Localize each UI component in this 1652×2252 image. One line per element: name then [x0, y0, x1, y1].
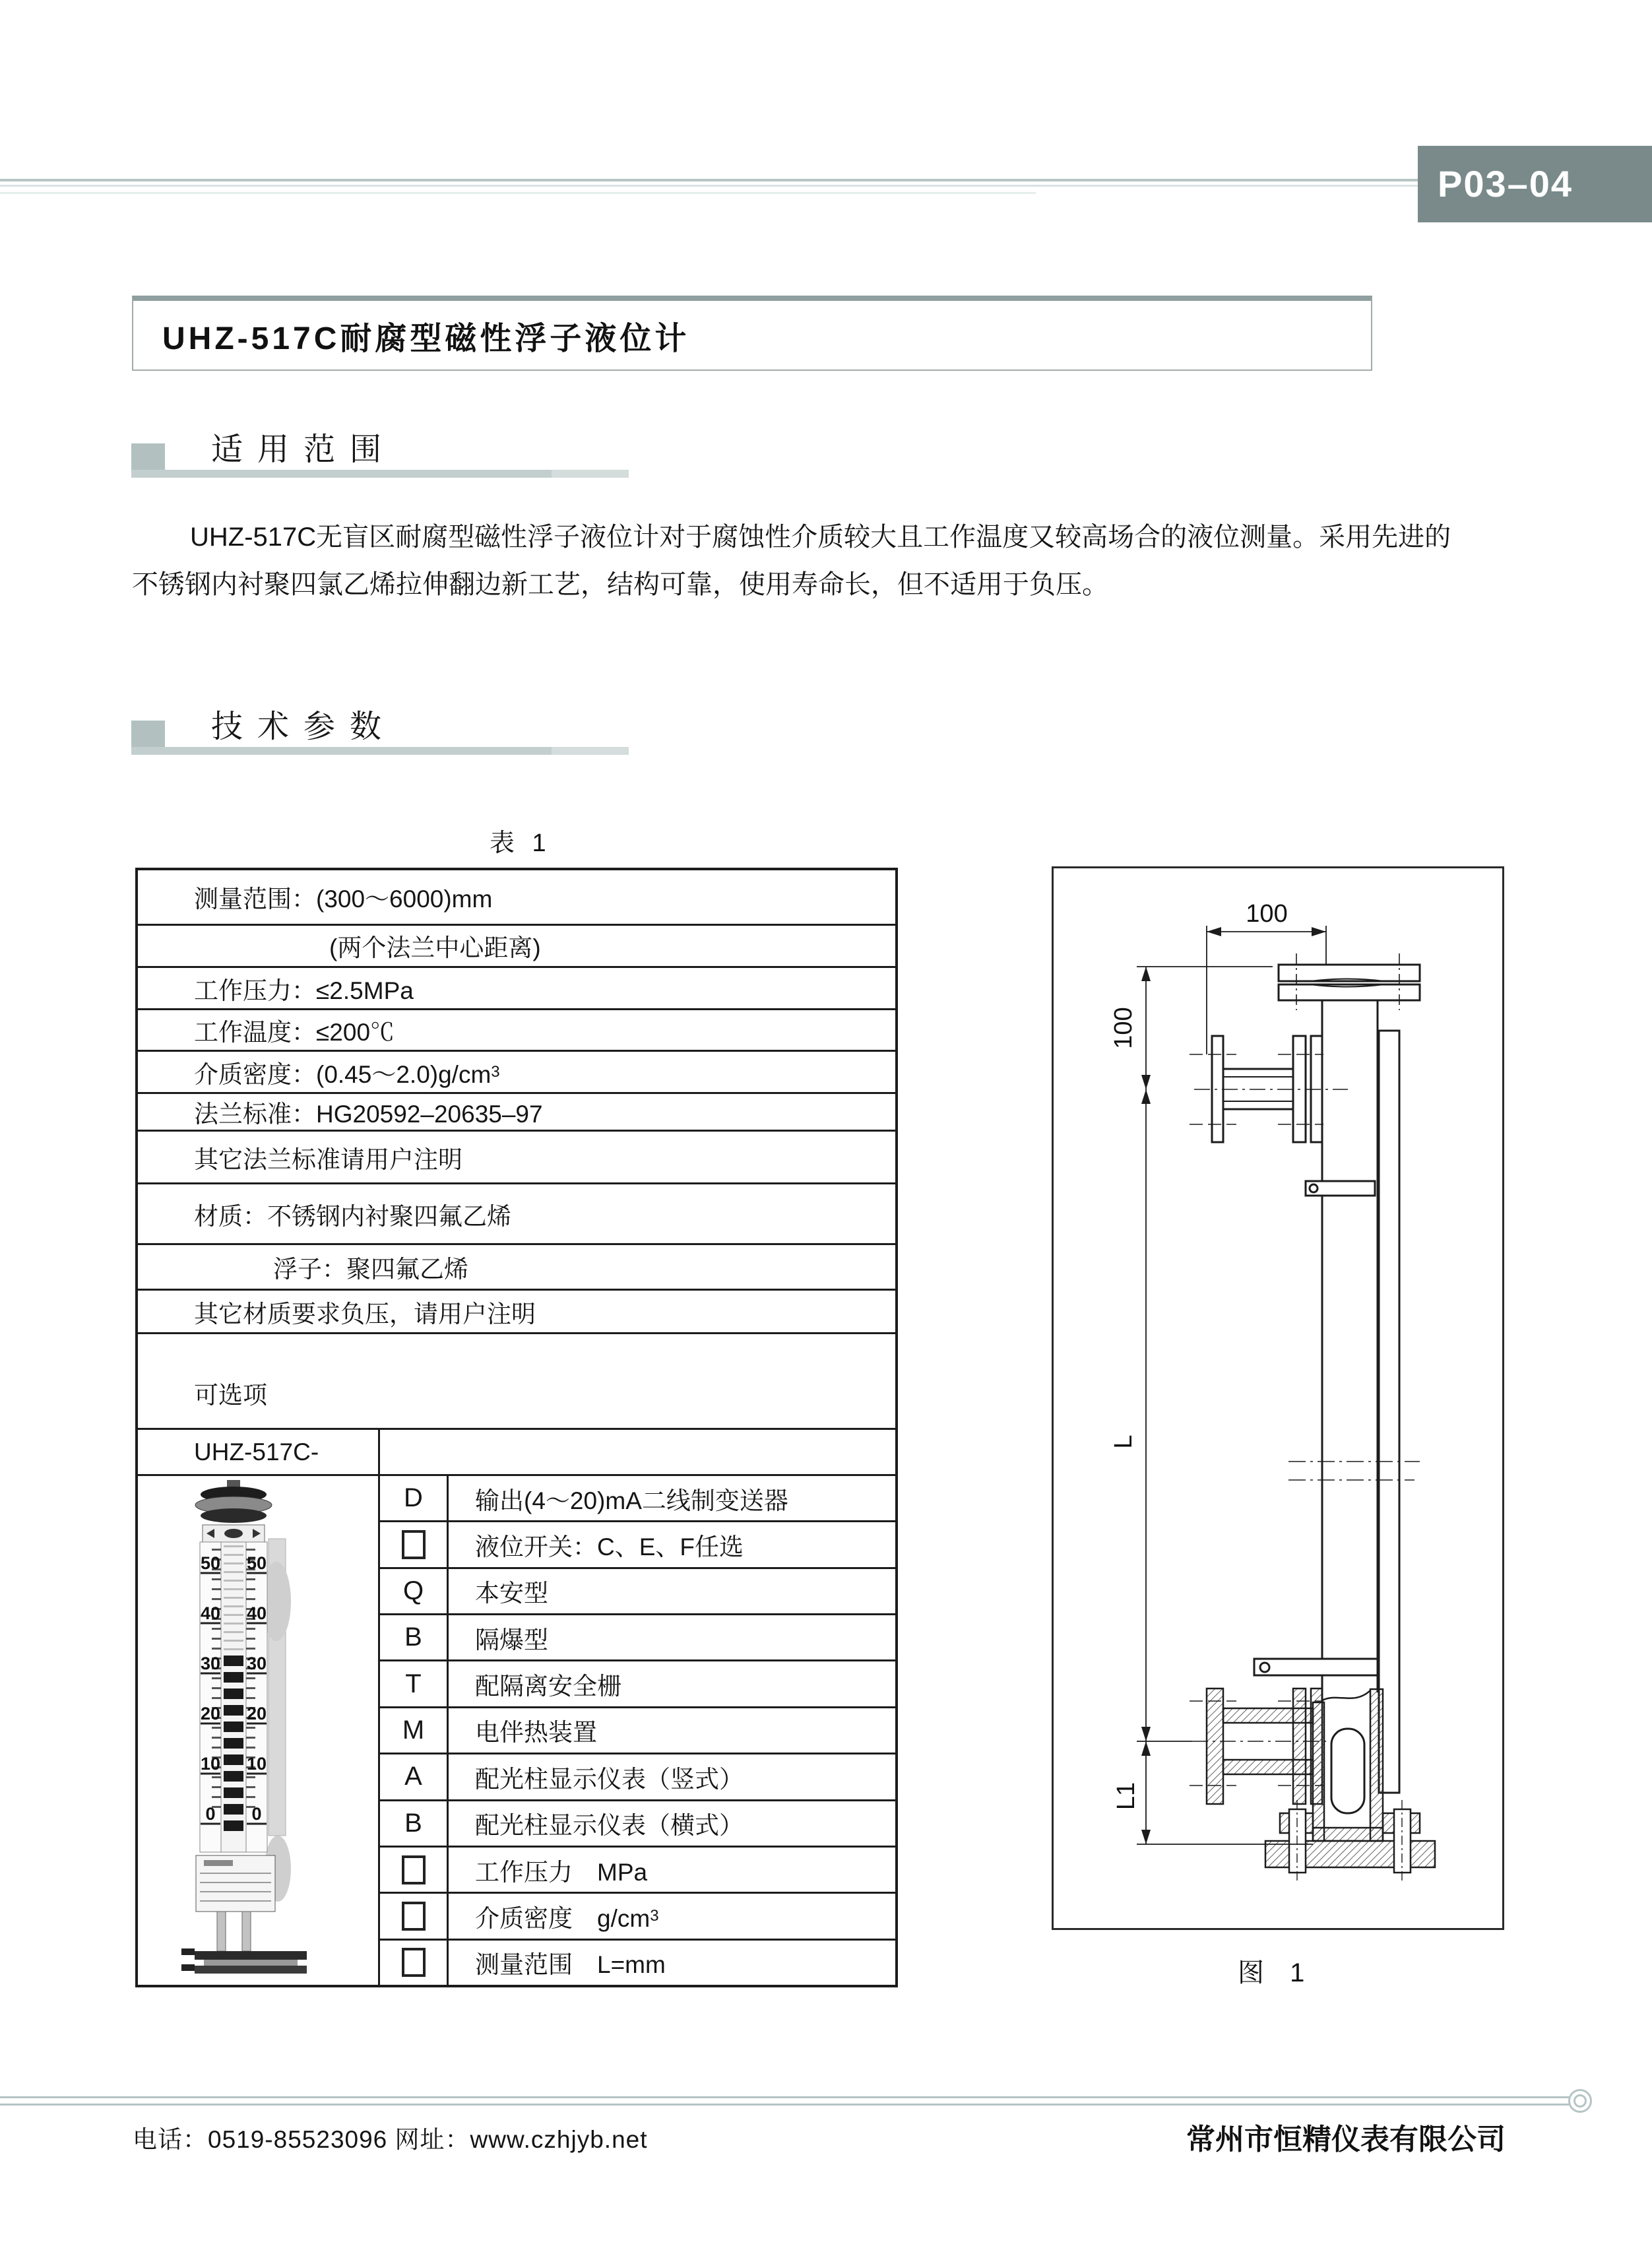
- float: [1331, 1729, 1364, 1813]
- chamber-transition-wave: [1322, 1690, 1370, 1700]
- option-code: [380, 1476, 449, 1520]
- photo-bottom-flange: [195, 1951, 307, 1960]
- option-desc-text: 介质密度 g/cm: [475, 1904, 651, 1932]
- scope-paragraph-line2: 不锈钢内衬聚四氯乙烯拉伸翻边新工艺，结构可靠，使用寿命长，但不适用于负压。: [132, 570, 1108, 599]
- spec-text: 可选项: [194, 1382, 267, 1409]
- svg-text:50: 50: [200, 1553, 221, 1573]
- photo-label-logo: [224, 1529, 243, 1538]
- header-rule-bottom: [0, 192, 1036, 194]
- title-box: [132, 296, 1372, 371]
- option-checkbox: [402, 1530, 426, 1559]
- section-heading-scope: 适用范围: [211, 432, 397, 467]
- option-code: [380, 1894, 449, 1938]
- photo-nameplate-title: [204, 1860, 233, 1866]
- option-checkbox: [402, 1948, 426, 1977]
- option-desc: [449, 1801, 895, 1846]
- spec-text: 其它法兰标准请用户注明: [194, 1145, 462, 1173]
- option-desc: [449, 1661, 895, 1706]
- spec-text: 材质：不锈钢内衬聚四氟乙烯: [194, 1202, 511, 1230]
- option-code-letter: Q: [402, 1576, 424, 1605]
- spec-row-flange-distance: [138, 924, 895, 967]
- scope-paragraph-line1: UHZ-517C无盲区耐腐型磁性浮子液位计对于腐蚀性介质较大且工作温度又较高场合的液位测量。采用先进的: [190, 523, 1451, 552]
- table-caption: 表 1: [490, 829, 552, 857]
- option-code: [380, 1754, 449, 1799]
- svg-text:20: 20: [246, 1703, 267, 1723]
- main-tube: [1322, 1000, 1378, 1702]
- spec-text: (两个法兰中心距离): [329, 934, 541, 962]
- option-row-D: [380, 1476, 895, 1520]
- option-code: [380, 1615, 449, 1659]
- option-desc: [449, 1941, 895, 1985]
- option-desc: [449, 1848, 895, 1892]
- photo-pipe: [217, 1912, 226, 1951]
- option-row-M: [380, 1706, 895, 1753]
- spec-row-other-material-note: [138, 1289, 895, 1333]
- section-underline-bar-2-tail: [552, 747, 629, 755]
- option-row-pressure: [380, 1846, 895, 1892]
- svg-text:40: 40: [200, 1603, 221, 1623]
- option-checkbox: [402, 1855, 426, 1884]
- option-row-range: [380, 1939, 895, 1985]
- option-row-B2: [380, 1799, 895, 1846]
- footer-contact: 电话：0519-85523096 网址：www.czhjyb.net: [133, 2126, 648, 2153]
- option-code-letter: T: [405, 1669, 422, 1698]
- spec-row-material: [138, 1182, 895, 1242]
- option-code: [380, 1569, 449, 1613]
- model-prefix: UHZ-517C-: [194, 1438, 319, 1465]
- footer-rule-top: [0, 2096, 1569, 2098]
- spec-row-options-label: [138, 1332, 895, 1428]
- footer-rule-bottom: [0, 2104, 1569, 2106]
- photo-head-disc: [201, 1508, 267, 1523]
- svg-text:0: 0: [205, 1803, 216, 1824]
- option-desc-text: 测量范围 L=mm: [475, 1951, 666, 1979]
- option-row-B: [380, 1613, 895, 1659]
- spec-row-medium-density: 介质密度：(0.45～2.0)g/cm 3: [138, 1050, 895, 1092]
- svg-text:40: 40: [246, 1603, 267, 1623]
- option-row-Q: [380, 1567, 895, 1613]
- option-desc: [449, 1708, 895, 1753]
- option-desc-text: 配隔离安全栅: [475, 1673, 621, 1700]
- dim-arrow: [1312, 927, 1326, 936]
- section-underline-bar: [131, 470, 552, 478]
- spec-text: 浮子：聚四氟乙烯: [273, 1255, 468, 1283]
- option-desc-text: 液位开关：C、E、F任选: [475, 1533, 744, 1561]
- option-desc-text: 隔爆型: [475, 1626, 548, 1654]
- support-bracket-lower: [1254, 1659, 1378, 1675]
- spec-text: 测量范围：(300～6000)mm: [194, 885, 493, 913]
- footer-ring-inner: [1573, 2094, 1587, 2107]
- footer-company-name: 常州市恒精仪表有限公司: [1186, 2123, 1506, 2156]
- option-desc-text: 电伴热装置: [475, 1719, 597, 1747]
- page-number-tab: P03–04: [1418, 146, 1652, 222]
- indicator-rail: [1379, 1031, 1399, 1793]
- photo-bolt: [181, 1948, 195, 1955]
- option-desc: [449, 1569, 895, 1613]
- option-desc: 介质密度 g/cm 3: [449, 1894, 895, 1938]
- option-code-letter: A: [404, 1762, 422, 1791]
- header-rule-middle: [0, 185, 1418, 187]
- option-desc: [449, 1615, 895, 1659]
- svg-text:0: 0: [251, 1803, 262, 1824]
- model-prefix-cell: [138, 1430, 380, 1474]
- option-code-letter: D: [404, 1483, 423, 1513]
- section-heading-params: 技术参数: [211, 709, 397, 744]
- options-section: [138, 1474, 895, 1985]
- section-underline-bar-2: [131, 747, 552, 755]
- spec-row-working-temperature: [138, 1008, 895, 1050]
- option-code: [380, 1661, 449, 1706]
- photo-bolt: [181, 1964, 195, 1971]
- option-desc-text: 输出(4～20)mA二线制变送器: [475, 1487, 788, 1514]
- model-prefix-row: [138, 1428, 895, 1474]
- dim-label-L: L: [1110, 1434, 1137, 1449]
- spec-text: 工作温度：≤200℃: [194, 1019, 395, 1046]
- svg-text:30: 30: [200, 1653, 221, 1673]
- svg-text:50: 50: [246, 1553, 267, 1573]
- technical-drawing-svg: [1052, 866, 1504, 1930]
- spec-row-measuring-range: [138, 870, 895, 924]
- options-column: [380, 1476, 895, 1985]
- figure-caption: 图 1: [1238, 1958, 1314, 1987]
- spec-row-flange-standard: [138, 1092, 895, 1130]
- option-code: [380, 1522, 449, 1566]
- option-desc: [449, 1476, 895, 1520]
- header-rule-top: [0, 179, 1418, 181]
- option-code: [380, 1801, 449, 1846]
- option-desc: [449, 1754, 895, 1799]
- spec-row-working-pressure: [138, 966, 895, 1008]
- option-row-level-switch: [380, 1520, 895, 1566]
- svg-text:10: 10: [246, 1753, 267, 1774]
- page-title: UHZ-517C耐腐型磁性浮子液位计: [162, 321, 690, 356]
- spec-table: [135, 868, 898, 1987]
- option-checkbox: [402, 1902, 426, 1931]
- product-photo: [138, 1476, 378, 1981]
- photo-bottom-flange: [195, 1966, 307, 1974]
- svg-text:10: 10: [200, 1753, 221, 1774]
- product-photo-cell: [138, 1476, 380, 1985]
- dim-label-100-side: 100: [1110, 1007, 1137, 1049]
- option-desc-text: 工作压力 MPa: [475, 1858, 648, 1886]
- option-desc-text: 配光柱显示仪表（横式）: [475, 1812, 744, 1840]
- spec-text: 工作压力：≤2.5MPa: [194, 977, 414, 1004]
- option-desc-text: 配光柱显示仪表（竖式）: [475, 1765, 744, 1793]
- option-code-letter: B: [404, 1808, 422, 1838]
- support-bracket-upper: [1306, 1181, 1375, 1196]
- option-code: [380, 1941, 449, 1985]
- option-row-A: [380, 1753, 895, 1799]
- svg-text:20: 20: [200, 1703, 221, 1723]
- section-underline-bar-tail: [552, 470, 629, 478]
- svg-text:30: 30: [246, 1653, 267, 1673]
- technical-drawing: [1052, 866, 1504, 1930]
- option-desc-text: 本安型: [475, 1580, 548, 1607]
- photo-bottom-flange: [204, 1960, 298, 1966]
- dim-label-L1: L1: [1112, 1782, 1140, 1811]
- option-code: [380, 1708, 449, 1753]
- spec-row-float-material: [138, 1243, 895, 1289]
- spec-text: 法兰标准：HG20592–20635–97: [194, 1100, 543, 1128]
- option-desc: [449, 1522, 895, 1566]
- option-code-letter: M: [402, 1715, 425, 1745]
- photo-pipe: [242, 1912, 251, 1951]
- footer-ring-ornament: [1568, 2089, 1592, 2113]
- option-code-letter: B: [404, 1623, 422, 1652]
- dim-label-100-top: 100: [1246, 900, 1288, 928]
- spec-row-other-flange-note: [138, 1130, 895, 1183]
- option-row-T: [380, 1659, 895, 1706]
- spec-text: 其它材质要求负压，请用户注明: [194, 1300, 536, 1328]
- lower-nozzle: [1207, 1689, 1322, 1804]
- option-code: [380, 1848, 449, 1892]
- scope-paragraph: [132, 513, 1537, 608]
- spec-text: 介质密度：(0.45～2.0)g/cm: [194, 1060, 492, 1088]
- model-prefix-empty-cell: [380, 1430, 895, 1474]
- top-flange: [1279, 965, 1420, 1000]
- option-row-density: [380, 1892, 895, 1938]
- dim-arrow: [1207, 927, 1221, 936]
